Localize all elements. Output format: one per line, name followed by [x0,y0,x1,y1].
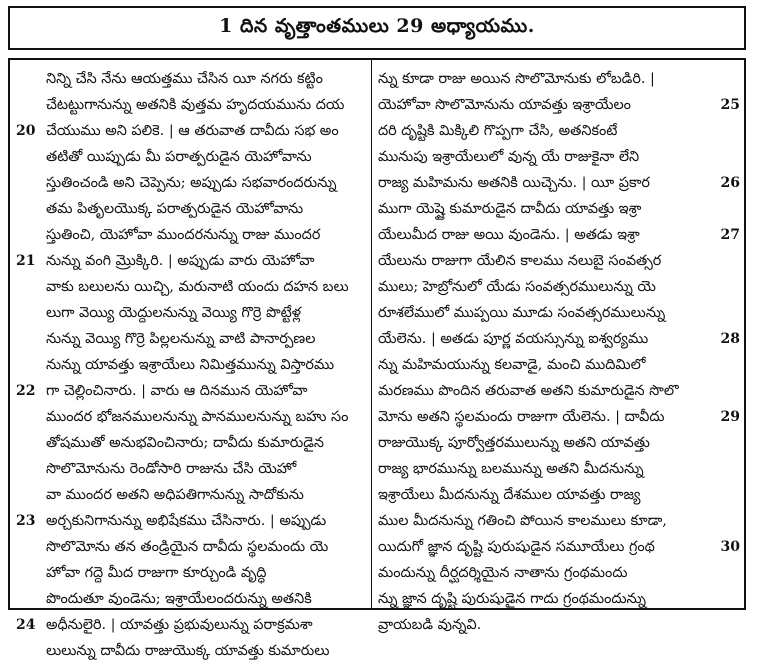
verse-text: ములు; హెబ్రోనులో యేడు సంవత్సరములున్ను యె [378,279,656,295]
left-column [16,66,366,664]
text-line [16,586,366,612]
verse-text: అర్చకునిగానున్ను అభిషేకము చేసినారు. | అప్పుడు [46,513,327,529]
verse-text: రూశలేములో ముప్పయి మూడు సంవత్సరములున్ను [378,305,666,321]
verse-number: 29 [720,409,740,425]
verse-text: అధీనులైరి. | యావత్తు ప్రభువులున్ను పరాక్రమశా [46,617,313,633]
text-line [16,326,366,352]
text-line [378,586,740,612]
text-line [16,482,366,508]
verse-text: నున్ను యావత్తు ఇశ్రాయేలు నిమిత్తమున్ను విస్తారము [46,357,335,373]
verse-text: లులున్ను దావీదు రాజుయొక్క యావత్తు కుమారులు [46,643,330,659]
verse-number: 20 [16,123,36,139]
verse-text: వాకు బలులను యిచ్చి, మరునాటి యందు దహన బలు [46,279,349,295]
verse-number: 23 [16,513,36,529]
text-line [378,248,740,274]
verse-text: దరి దృష్టికి మిక్కిలి గొప్పగా చేసి, అతనికంటే [378,123,618,139]
verse-text: యేలెను. | అతడు పూర్ణ వయస్సున్ను ఐశ్వర్యము [378,331,649,347]
verse-text: రాజ్య భారమున్ను బలమున్ను అతని మీదనున్ను [378,461,644,477]
verse-number: 22 [16,383,36,399]
text-line [16,92,366,118]
text-line [16,534,366,560]
verse-text: హోవా గద్దె మీద రాజుగా కూర్చుండి వృద్ధి [46,565,267,581]
text-line [16,222,366,248]
text-line [378,92,740,118]
text-line [378,378,740,404]
verse-number: 24 [16,617,36,633]
text-line [16,118,366,144]
verse-text: న్ను మహిమయున్ను కలవాడై, మంచి ముదిమిలో [378,357,646,373]
text-line [16,612,366,638]
text-line [16,66,366,92]
verse-number: 30 [720,539,740,555]
verse-text: సొలొమోను తన తండ్రియైన దావీదు స్థలమందు యె [46,539,329,555]
text-line [378,196,740,222]
verse-text: మందున్ను దీర్ఘదర్శియైన నాతాను గ్రంథమందు [378,565,628,581]
verse-text: వా ముందర అతని అధిపతిగానున్ను సాదోకును [46,487,304,503]
text-line [16,248,366,274]
verse-text: నున్ను వంగి మ్రొక్కిరి. | అప్పుడు వారు యెహోవా [46,253,315,269]
verse-text: యెహోవా సొలొమోనును యావత్తు ఇశ్రాయేలం [378,97,631,113]
verse-text: స్తుతించండి అని చెప్పెను; అప్పుడు సభవారందరున్ను [46,175,337,191]
column-divider [371,60,372,608]
text-area [8,58,746,659]
text-line [16,170,366,196]
text-line [378,534,740,560]
right-column [378,66,740,638]
text-line [16,404,366,430]
verse-text: చేటట్టుగానున్ను అతనికి వుత్తమ హృదయమును దయ [46,97,345,113]
verse-text: ముల మీదనున్ను గతించి పోయిన కాలములు కూడా, [378,513,667,529]
text-line [16,300,366,326]
verse-number: 25 [720,97,740,113]
text-line [378,352,740,378]
verse-number: 27 [720,227,740,243]
verse-text: నున్ను వెయ్యి గొర్రె పిల్లలనున్ను వాటి పానార్పణల [46,331,316,347]
text-line [16,508,366,534]
text-line [378,560,740,586]
verse-text: న్ను జ్ఞాన దృష్టి పురుషుడైన గాదు గ్రంథమందున్ను [378,591,646,607]
text-line [378,508,740,534]
text-line [378,222,740,248]
verse-text: తమ పితృలయొక్క పరాత్పరుడైన యెహోవాను [46,201,304,217]
text-line [16,144,366,170]
text-line [378,404,740,430]
text-line [378,144,740,170]
verse-text: రాజ్య మహిమను అతనికి యిచ్చెను. | యీ ప్రకార [378,175,650,191]
verse-text: గా చెల్లించినారు. | వారు ఆ దినమున యెహోవా [46,383,308,399]
verse-number: 21 [16,253,36,269]
verse-text: సొలొమోనును రెండోసారి రాజును చేసి యెహో [46,461,297,477]
text-line [16,430,366,456]
text-line [16,274,366,300]
verse-text: ముందర భోజనములనున్ను పానములనున్ను బహు సం [46,409,349,425]
verse-text: నిన్ని చేసి నేను ఆయత్తము చేసిన యీ నగరు కట్టిం [46,71,323,87]
text-line [378,430,740,456]
text-line [16,638,366,664]
verse-text: యిదుగో జ్ఞాన దృష్టి పురుషుడైన సమూయేలు గ్రంథ [378,539,655,555]
text-line [16,456,366,482]
text-line [378,326,740,352]
text-line [378,456,740,482]
scripture-page [8,6,750,659]
text-line [378,170,740,196]
verse-text: మరణము పొందిన తరువాత అతని కుమారుడైన సొలొ [378,383,679,399]
verse-text: పొందుతూ వుండెను; ఇశ్రాయేలందరున్ను అతనికి [46,591,312,607]
verse-text: వ్రాయబడి వున్నవి. [378,617,482,633]
text-line [378,482,740,508]
text-line [16,196,366,222]
chapter-header [8,6,746,50]
verse-text: తటితో యిప్పుడు మీ పరాత్పరుడైన యెహోవాను [46,149,312,165]
chapter-title: 1 దిన వృత్తాంతములు 29 అధ్యాయము. [219,14,535,37]
verse-text: రాజుయొక్క పూర్వోత్తరములున్ను అతని యావత్తు [378,435,650,451]
text-line [16,378,366,404]
verse-number: 28 [720,331,740,347]
verse-text: తోషముతో అనుభవించినారు; దావీదు కుమారుడైన [46,435,325,451]
verse-text: మునుపు ఇశ్రాయేలులో వున్న యే రాజుకైనా లేని [378,149,640,165]
verse-text: న్ను కూడా రాజు అయిన సొలొమోనుకు లోబడిరి. | [378,71,655,87]
verse-text: చేయుము అని పలికె. | ఆ తరువాత దావీదు సభ అం [46,123,339,139]
verse-text: మోను అతని స్థలమందు రాజుగా యేలెను. | దావీదు [378,409,665,425]
verse-text: లుగా వెయ్యి యెద్దులనున్ను వెయ్యి గొర్రె పొట్టేళ్ల [46,305,302,321]
text-line [16,560,366,586]
verse-text: ముగా యెష్షై కుమారుడైన దావీదు యావత్తు ఇశ్రా [378,201,642,217]
text-line [378,300,740,326]
text-line [378,274,740,300]
text-line [378,118,740,144]
verse-text: యేలుమీద రాజు అయి వుండెను. | అతడు ఇశ్రా [378,227,640,243]
text-line [378,612,740,638]
verse-text: స్తుతించి, యెహోవా ముందరనున్ను రాజు ముందర [46,227,321,243]
text-line [378,66,740,92]
text-line [16,352,366,378]
verse-text: ఇశ్రాయేలు మీదనున్ను దేశముల యావత్తు రాజ్య [378,487,641,503]
verse-number: 26 [720,175,740,191]
verse-text: యేలును రాజుగా యేలిన కాలము నలుబై సంవత్సర [378,253,662,269]
